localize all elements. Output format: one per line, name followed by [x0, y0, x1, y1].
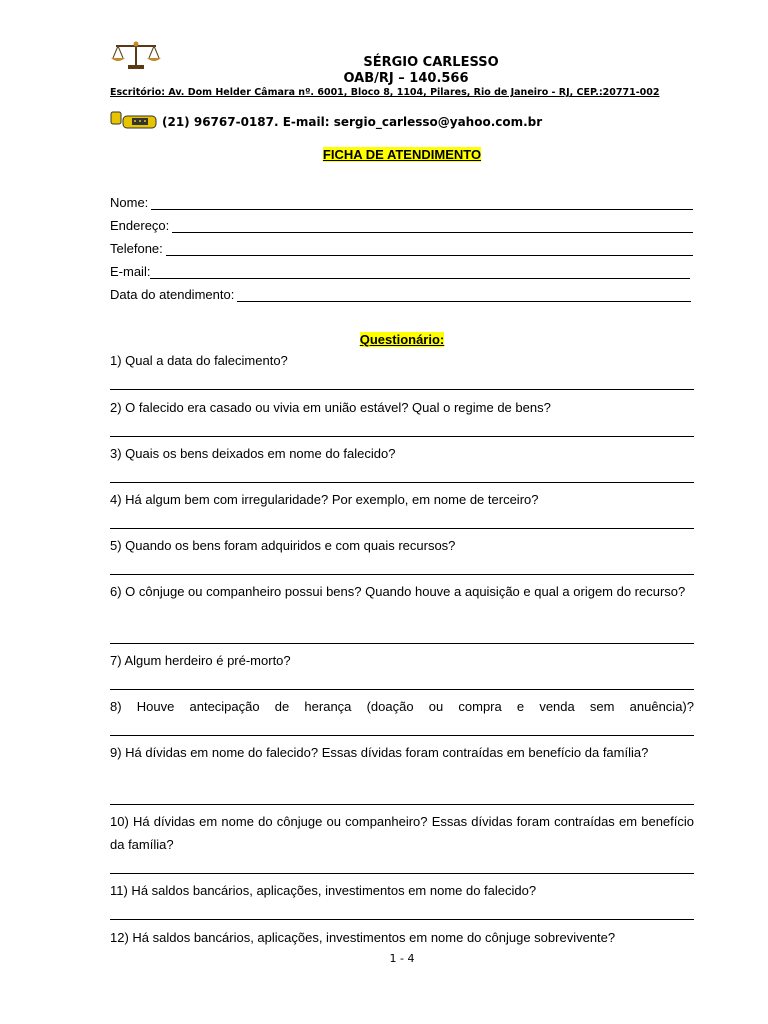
question-2: 2) O falecido era casado ou vivia em união estável? Qual o regime de bens?	[110, 400, 551, 415]
question-12: 12) Há saldos bancários, aplicações, investimentos em nome do cônjuge sobrevivente?	[110, 930, 616, 945]
answer-line-11[interactable]	[110, 919, 694, 920]
field-label: Endereço:	[110, 218, 170, 233]
answer-line-4[interactable]	[110, 528, 694, 529]
answer-line-7[interactable]	[110, 689, 694, 690]
answer-line-6[interactable]	[110, 643, 694, 644]
answer-line-10[interactable]	[110, 873, 694, 874]
field-line[interactable]	[172, 219, 693, 233]
answer-line-9[interactable]	[110, 804, 694, 805]
field-label: E-mail:	[110, 264, 151, 279]
question-1: 1) Qual a data do falecimento?	[110, 353, 288, 368]
form-title: FICHA DE ATENDIMENTO	[322, 147, 482, 162]
question-4: 4) Há algum bem com irregularidade? Por exemplo, em nome de terceiro?	[110, 492, 539, 507]
page-number: 1 - 4	[389, 952, 415, 965]
office-address: Escritório: Av. Dom Helder Câmara nº. 6001, Bloco 8, 1104, Pilares, Rio de Janeiro - RJ, CEP.:20771-002	[110, 87, 660, 98]
question-3: 3) Quais os bens deixados em nome do falecido?	[110, 446, 396, 461]
answer-line-3[interactable]	[110, 482, 694, 483]
questionnaire-title: Questionário:	[359, 332, 445, 347]
contact-info: (21) 96767-0187. E-mail: sergio_carlesso@yahoo.com.br	[162, 115, 543, 129]
field-line[interactable]	[150, 265, 690, 279]
question-5: 5) Quando os bens foram adquiridos e com quais recursos?	[110, 538, 456, 553]
question-11: 11) Há saldos bancários, aplicações, investimentos em nome do falecido?	[110, 883, 537, 898]
telephone-icon	[110, 110, 158, 130]
address-field[interactable]	[110, 215, 693, 233]
service-date-field[interactable]	[110, 284, 691, 302]
question-9: 9) Há dívidas em nome do falecido? Essas dívidas foram contraídas em benefício da família?	[110, 745, 649, 760]
field-label: Nome:	[110, 195, 149, 210]
answer-line-8[interactable]	[110, 735, 694, 736]
field-line[interactable]	[237, 288, 691, 302]
answer-line-2[interactable]	[110, 436, 694, 437]
email-field[interactable]	[110, 261, 690, 279]
field-line[interactable]	[166, 242, 693, 256]
lawyer-name: SÉRGIO CARLESSO	[363, 55, 499, 70]
oab-registration: OAB/RJ – 140.566	[343, 71, 469, 86]
question-7: 7) Algum herdeiro é pré-morto?	[110, 653, 291, 668]
name-field[interactable]	[110, 192, 693, 210]
question-8: 8) Houve antecipação de herança (doação ou compra e venda sem anuência)?	[110, 699, 694, 714]
answer-line-5[interactable]	[110, 574, 694, 575]
question-10: 10) Há dívidas em nome do cônjuge ou companheiro? Essas dívidas foram contraídas em benefício da família?	[110, 814, 694, 852]
phone-field[interactable]	[110, 238, 693, 256]
field-label: Telefone:	[110, 241, 163, 256]
field-line[interactable]	[151, 196, 693, 210]
field-label: Data do atendimento:	[110, 287, 235, 302]
answer-line-1[interactable]	[110, 389, 694, 390]
question-6: 6) O cônjuge ou companheiro possui bens? Quando houve a aquisição e qual a origem do recurso?	[110, 584, 686, 599]
